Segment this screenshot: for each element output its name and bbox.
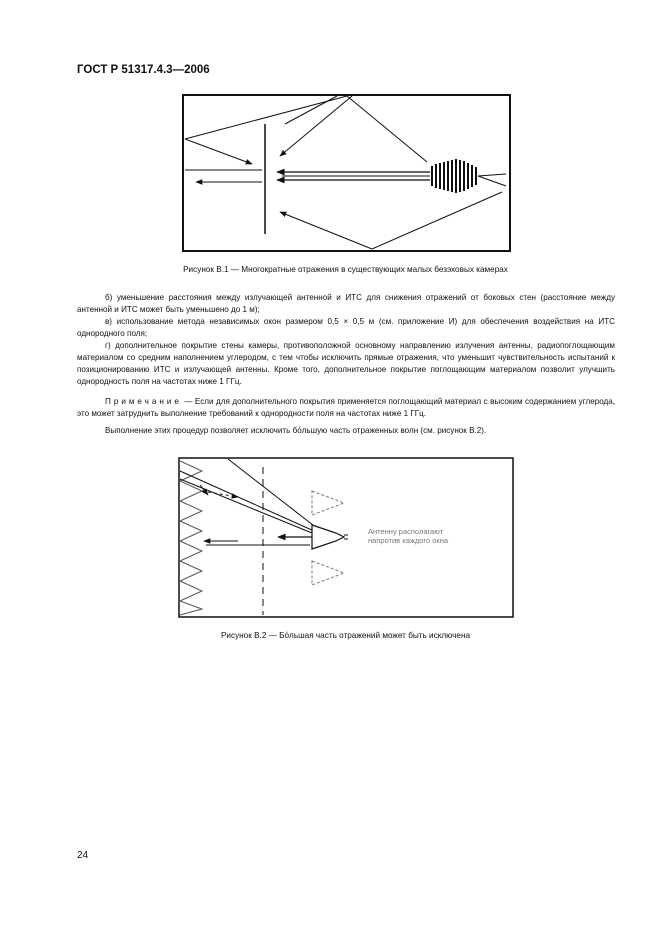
figure-b1-diagram	[182, 94, 512, 254]
antenna-label-line1: Антенну располагают	[368, 527, 444, 536]
paragraph-conclusion: Выполнение этих процедур позволяет исключить бо́льшую часть отраженных волн (см. рисунок В.2).	[105, 426, 487, 435]
figure-b1-caption: Рисунок В.1 — Многократные отражения в существующих малых безэховых камерах	[183, 265, 508, 274]
antenna-symbol	[432, 159, 476, 193]
paragraph-item-b: б) уменьшение расстояния между излучающей антенной и ИТС для снижения отражений от боковых стен (расстояние между антенной и ИТС может быть уменьшено до 1 м);	[77, 293, 615, 314]
antenna-ghost-bottom	[312, 561, 344, 585]
paragraph-item-v: в) использование метода независимых окон размером 0,5 × 0,5 м (см. приложение И) для обеспечения воздействия на ИТС однородного поля;	[77, 317, 615, 338]
note-label: Примечание	[105, 397, 182, 406]
antenna-label	[368, 527, 448, 545]
antenna-main	[312, 525, 348, 549]
figure-b2-caption: Рисунок В.2 — Бо́льшая часть отражений может быть исключена	[220, 631, 471, 640]
note-text: — Если для дополнительного покрытия применяется поглощающий материал с высоким содержанием углерода, это может затруднить выполнение требований к однородности поля на частотах ниже 1 ГГц.	[77, 397, 615, 418]
document-code: ГОСТ Р 51317.4.3—2006	[77, 64, 210, 76]
absorber-wall	[180, 461, 202, 615]
paragraph-item-g: г) дополнительное покрытие стены камеры, противоположной основному направлению излучения антенны, радиопоглощающим материалом со средним наполнением углеродом, с тем чтобы исключить прямые отражения, что уменьшит чувствительность испытаний к позиционированию ИТС и излучающей антенны. Кроме того, дополнительное покрытие поглощающим материалом позволит улучшить однородность поля на частотах ниже 1 ГГц.	[77, 341, 615, 386]
figure-b2-diagram	[178, 457, 515, 619]
chamber-outline-b2	[179, 458, 513, 617]
note-paragraph	[77, 396, 615, 420]
antenna-label-line2: напротив каждого окна	[368, 536, 449, 545]
antenna-ghost-top	[312, 491, 344, 515]
page-number: 24	[77, 850, 89, 861]
